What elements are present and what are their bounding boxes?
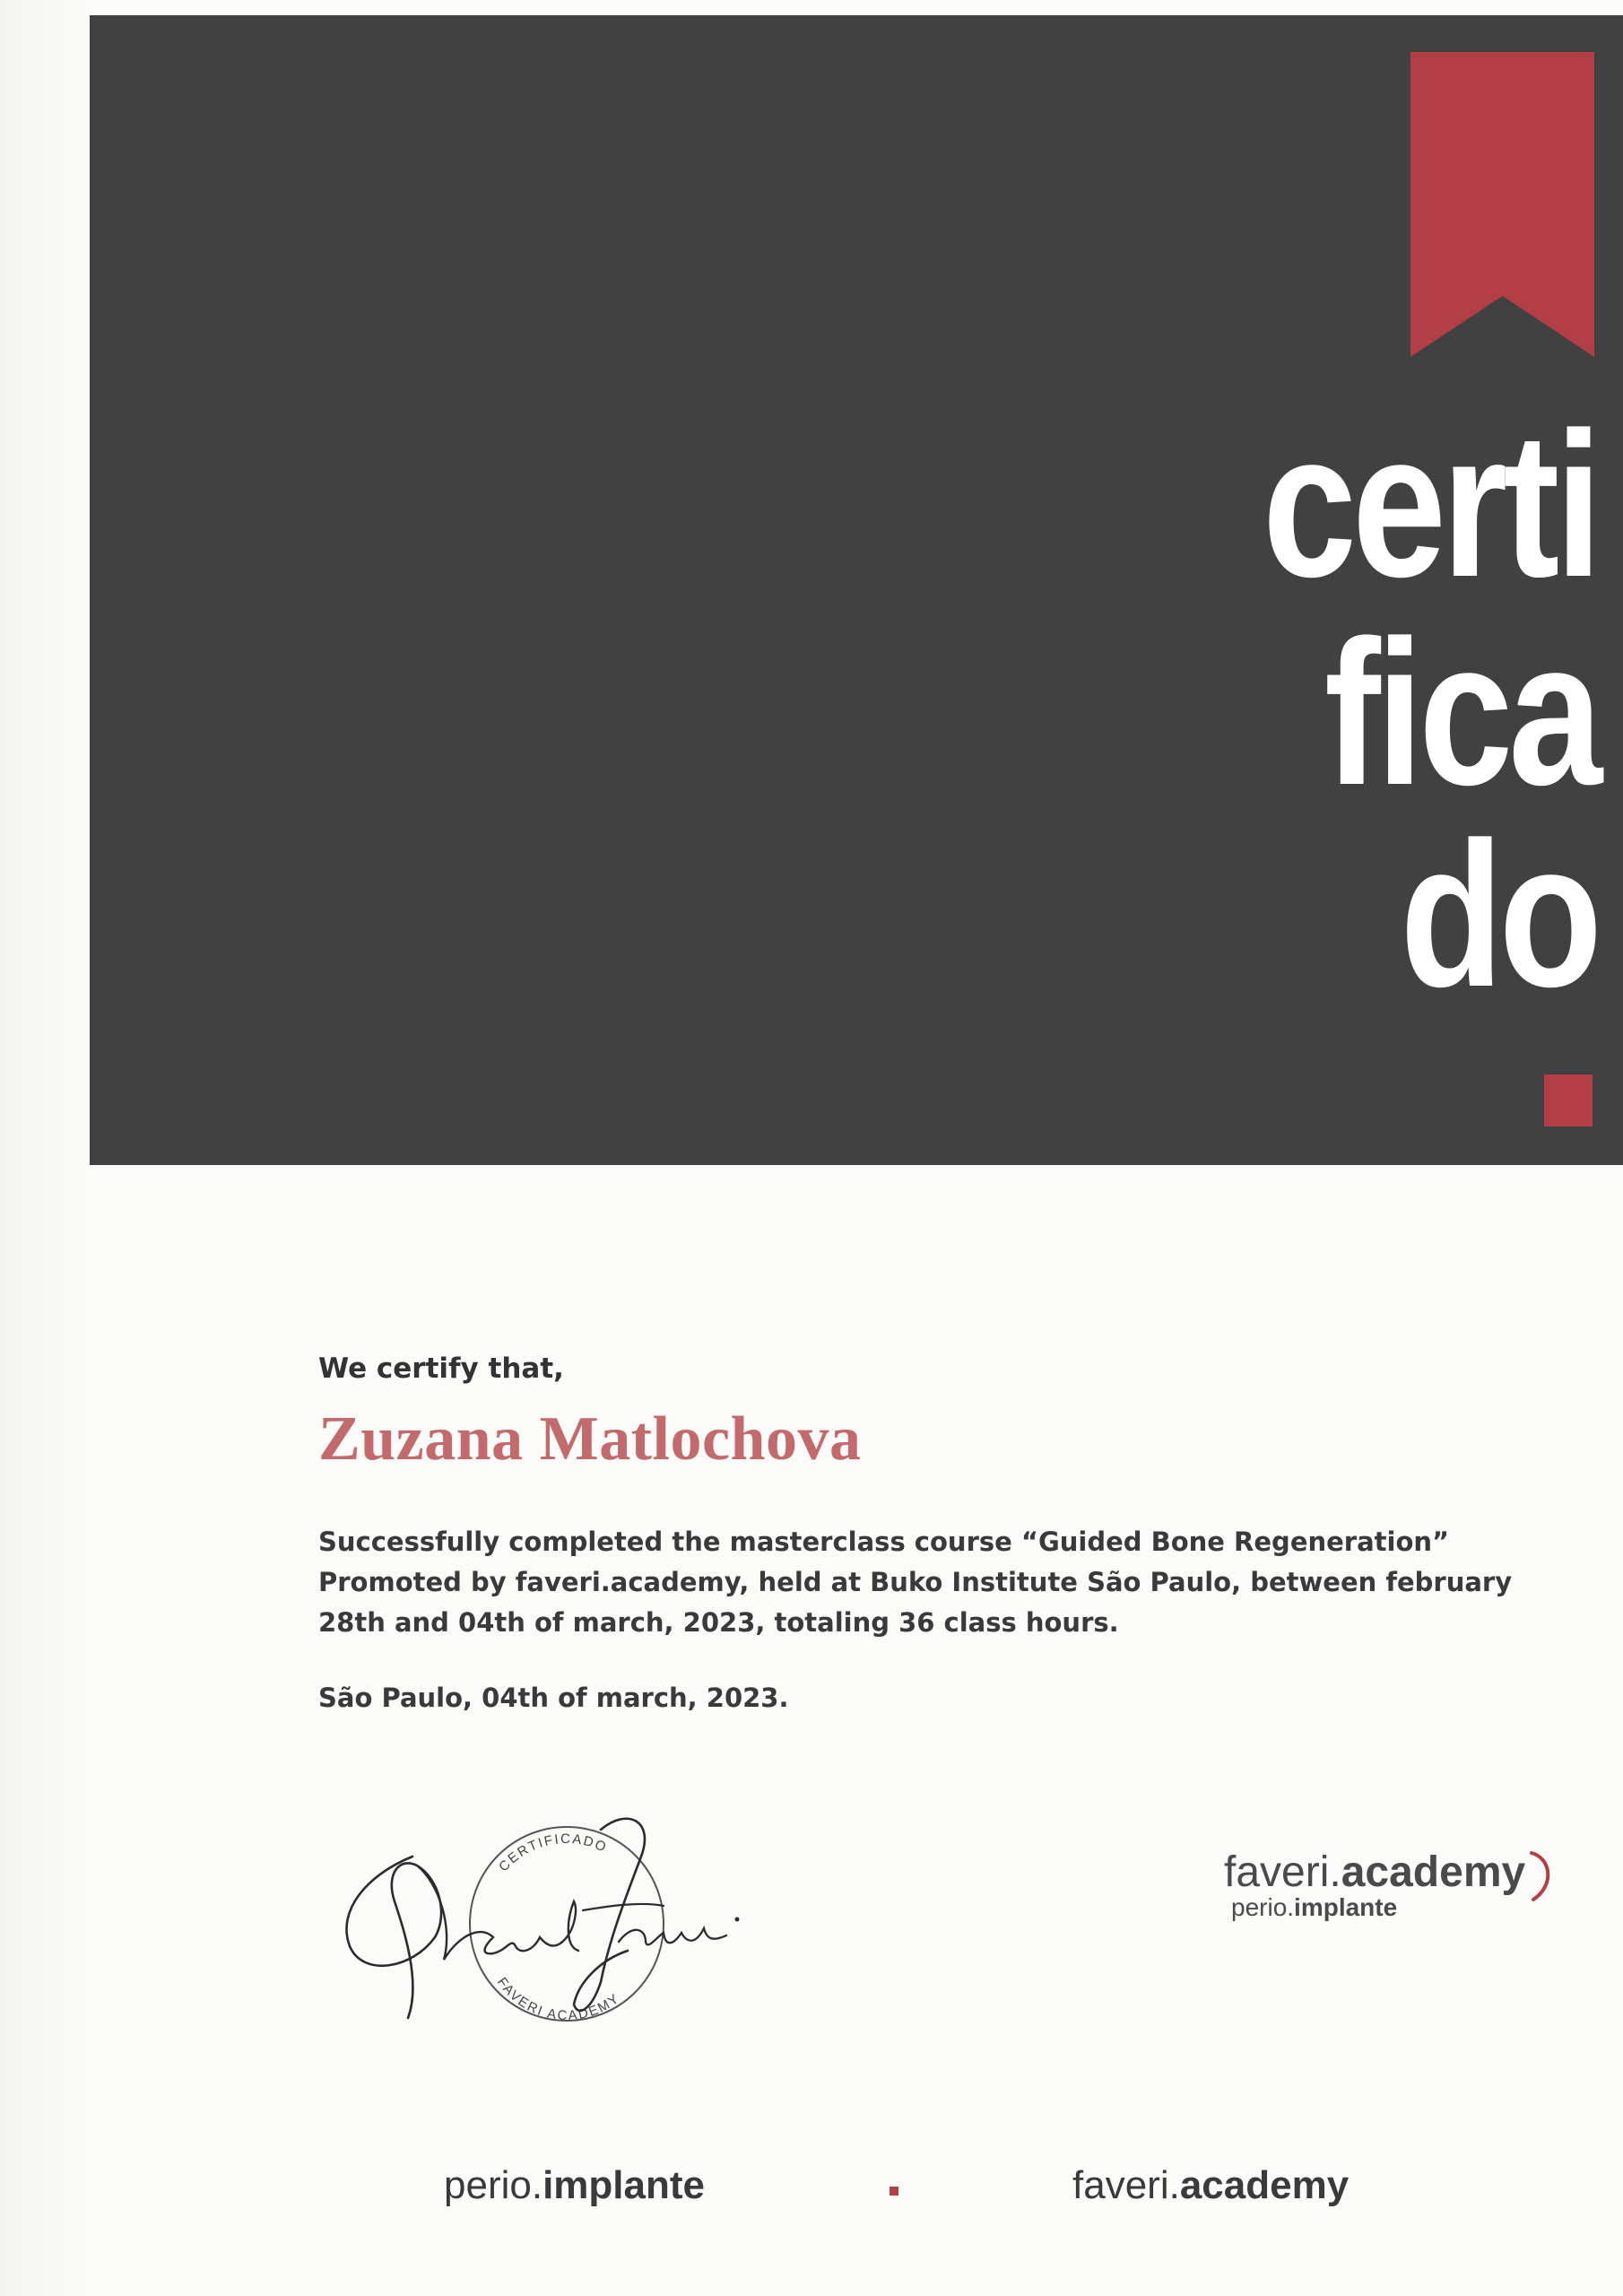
logo-main-bold: academy — [1341, 1848, 1526, 1896]
body-line: Promoted by faveri.academy, held at Buko Institute São Paulo, between february — [318, 1567, 1513, 1597]
footer-right-prefix: faveri. — [1072, 2163, 1180, 2207]
accent-square — [1544, 1074, 1593, 1126]
certify-intro: We certify that, — [318, 1352, 564, 1385]
faveri-academy-logo — [1224, 1848, 1565, 1922]
seal-top-text: CERTIFICADO — [496, 1831, 611, 1875]
title-line-3: do — [1400, 799, 1598, 1030]
seal-bottom-text: FAVERI ACADEMY — [493, 1974, 623, 2024]
title-line-1: certi — [1263, 389, 1598, 620]
title-line-2: fica — [1324, 597, 1598, 828]
svg-text:CERTIFICADO — [496, 1831, 610, 1874]
body-line: 28th and 04th of march, 2023, totaling 36 class hours. — [318, 1607, 1119, 1638]
svg-text:FAVERI ACADEMY — [494, 1975, 623, 2023]
certificate-body — [318, 1522, 1513, 1643]
signature-seal-icon — [332, 1803, 762, 2045]
signature-seal — [332, 1803, 762, 2045]
footer-separator-dot — [890, 2187, 898, 2196]
logo-sub-prefix: perio. — [1231, 1893, 1295, 1921]
body-line: Successfully completed the masterclass course “Guided Bone Regeneration” — [318, 1526, 1450, 1557]
logo-sub-bold: implante — [1294, 1893, 1398, 1921]
page-edge — [0, 0, 90, 2296]
footer-faveri-academy — [1072, 2163, 1349, 2208]
footer-perio-implante — [444, 2163, 705, 2208]
footer-right-bold: academy — [1179, 2163, 1350, 2207]
recipient-name: Zuzana Matlochova — [318, 1405, 862, 1474]
logo-main-prefix: faveri. — [1224, 1848, 1341, 1896]
place-date: São Paulo, 04th of march, 2023. — [318, 1683, 789, 1713]
logo-arc-icon — [1524, 1849, 1560, 1903]
footer-left-prefix: perio. — [444, 2163, 543, 2207]
footer-left-bold: implante — [542, 2163, 705, 2207]
